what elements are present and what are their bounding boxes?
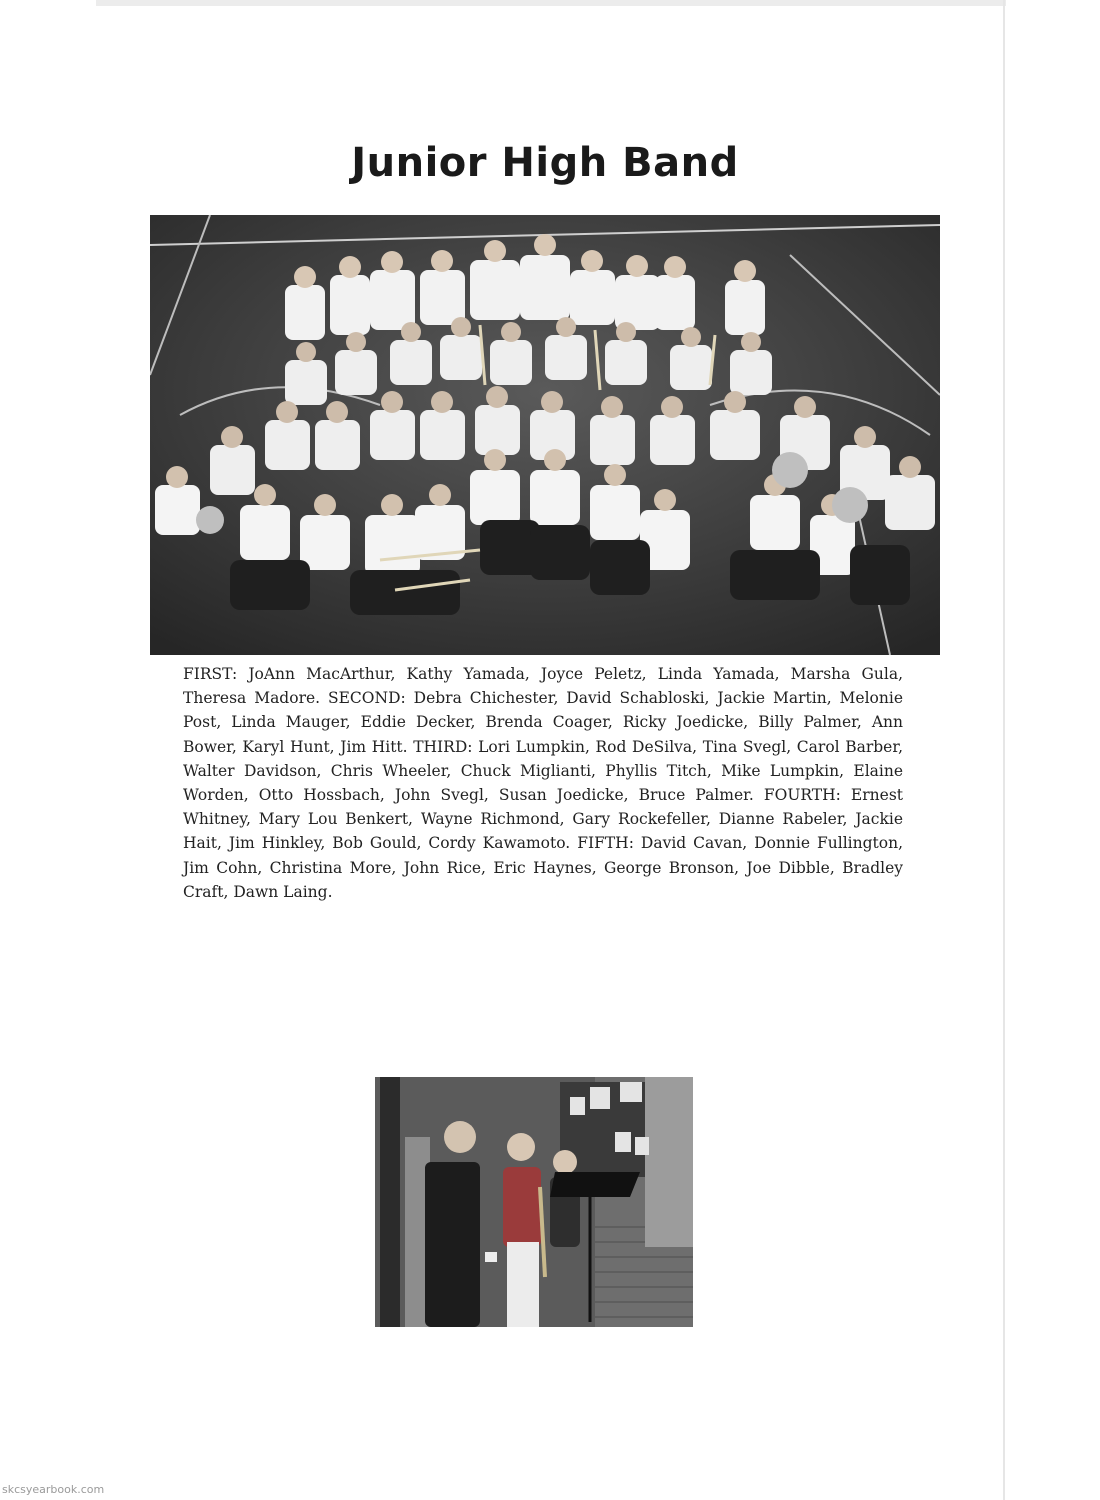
band-director-photo-graphic [375,1077,693,1327]
band-roster-caption: FIRST: JoAnn MacArthur, Kathy Yamada, Joyce Peletz, Linda Yamada, Marsha Gula, Theresa Madore. SECOND: Debra Chichester, David Schabloski, Jackie Martin, Melonie Post, Linda Mauger, Eddie Decker, Brenda Coager, Ricky Joedicke, Billy Palmer, Ann Bower, Karyl Hunt, Jim Hitt. THIRD: Lori Lumpkin, Rod DeSilva, Tina Svegl, Carol Barber, Walter Davidson, Chris Wheeler, Chuck Miglianti, Phyllis Titch, Mike Lumpkin, Elaine Worden, Otto Hossbach, John Svegl, Susan Joedicke, Bruce Palmer. FOURTH: Ernest Whitney, Mary Lou Benkert, Wayne Richmond, Gary Rockefeller, Dianne Rabeler, Jackie Hait, Jim Hinkley, Bob Gould, Cordy Kawamoto. FIFTH: David Cavan, Donnie Fullington, Jim Cohn, Christina More, John Rice, Eric Haynes, George Bronson, Joe Dibble, Bradley Craft, Dawn Laing. [183,665,903,901]
site-watermark: skcsyearbook.com [2,1483,105,1496]
page-top-edge [96,0,1006,6]
band-group-photo-graphic [150,215,940,655]
page-right-edge [1003,0,1005,1500]
page-title: Junior High Band [351,140,739,186]
band-director-photo [375,1077,693,1327]
band-group-photo [150,215,940,655]
